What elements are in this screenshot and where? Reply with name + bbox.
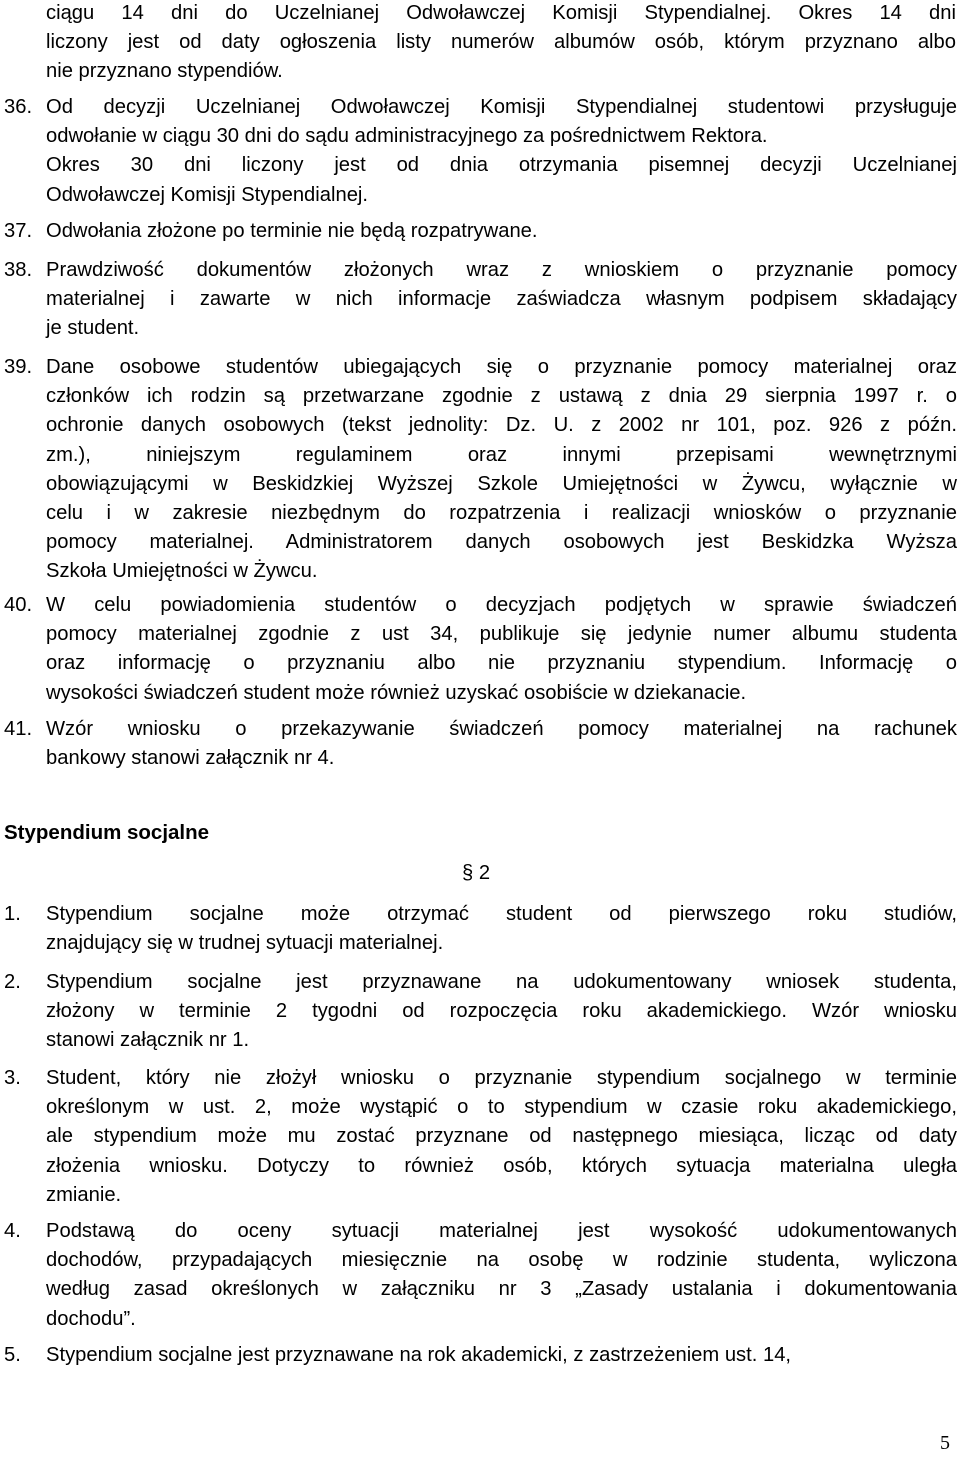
section-paragraph-5	[46, 1341, 957, 1370]
item-number: 41.	[4, 718, 33, 740]
text-line: ale stypendium może mu zostać przyznane od następnego miesiąca, licząc od daty	[46, 1125, 957, 1148]
item-number: 36.	[4, 96, 33, 118]
text-line: złożony w terminie 2 tygodni od rozpoczęcia roku akademickiego. Wzór wniosku	[46, 1000, 957, 1023]
section-heading: Stypendium socjalne	[4, 821, 210, 844]
section-item-number: 1.	[4, 903, 21, 925]
paragraph-41	[46, 715, 957, 773]
paragraph-38	[46, 256, 957, 344]
text-line: Stypendium socjalne może otrzymać student od pierwszego roku studiów,	[46, 903, 957, 925]
text-line: Szkoła Umiejętności w Żywcu.	[46, 560, 318, 583]
text-line: liczony jest od daty ogłoszenia listy numerów albumów osób, którym przyznano albo	[46, 31, 956, 54]
text-line: celu i w zakresie niezbędnym do rozpatrzenia i realizacji wniosków o przyznanie	[46, 502, 957, 525]
text-line: Wzór wniosku o przekazywanie świadczeń pomocy materialnej na rachunek	[46, 718, 957, 740]
text-line: ciągu 14 dni do Uczelnianej Odwoławczej Komisji Stypendialnej. Okres 14 dni	[46, 2, 956, 24]
text-line: je student.	[46, 317, 140, 340]
text-line: bankowy stanowi załącznik nr 4.	[46, 747, 335, 770]
text-line: dochodów, przypadających miesięcznie na osobę w rodzinie studenta, wyliczona	[46, 1249, 957, 1272]
text-line: Stypendium socjalne jest przyznawane na rok akademicki, z zastrzeżeniem ust. 14,	[46, 1344, 792, 1366]
section-item-number: 2.	[4, 971, 21, 993]
paragraph-36	[46, 93, 957, 210]
text-line: Odwołania złożone po terminie nie będą rozpatrywane.	[46, 220, 538, 242]
paragraph-continuation	[46, 0, 956, 87]
text-line: znajdujący się w trudnej sytuacji materialnej.	[46, 932, 444, 955]
text-line: Prawdziwość dokumentów złożonych wraz z wnioskiem o przyznanie pomocy	[46, 259, 957, 281]
page-number: 5	[940, 1432, 950, 1454]
text-line: zmianie.	[46, 1183, 122, 1206]
text-line: złożenia wniosku. Dotyczy to również osób, których sytuacja materialna uległa	[46, 1154, 957, 1177]
text-line: dochodu”.	[46, 1307, 136, 1330]
item-number: 39.	[4, 356, 33, 378]
text-line: Dane osobowe studentów ubiegających się o przyznanie pomocy materialnej oraz	[46, 356, 957, 378]
text-line: ochronie danych osobowych (tekst jednolity: Dz. U. z 2002 nr 101, poz. 926 z późn.	[46, 414, 957, 437]
text-line: materialnej i zawarte w nich informacje zaświadcza własnym podpisem składający	[46, 288, 957, 311]
text-line: stanowi załącznik nr 1.	[46, 1029, 250, 1052]
paragraph-39	[46, 353, 957, 587]
text-line: Okres 30 dni liczony jest od dnia otrzymania pisemnej decyzji Uczelnianej	[46, 154, 957, 177]
text-line: oraz informację o przyznaniu albo nie przyznaniu stypendium. Informację o	[46, 652, 957, 675]
text-line: członków ich rodzin są przetwarzane zgodnie z ustawą z dnia 29 sierpnia 1997 r. o	[46, 385, 957, 408]
text-line: określonym w ust. 2, może wystąpić o to stypendium w czasie roku akademickiego,	[46, 1096, 957, 1119]
text-line: wysokości świadczeń student może również uzyskać osobiście w dziekanacie.	[46, 681, 747, 704]
text-line: Od decyzji Uczelnianej Odwoławczej Komisji Stypendialnej studentowi przysługuje	[46, 96, 957, 118]
text-line: Student, który nie złożył wniosku o przyznanie stypendium socjalnego w terminie	[46, 1067, 957, 1089]
section-item-number: 4.	[4, 1220, 21, 1242]
text-line: pomocy materialnej zgodnie z ust 34, publikuje się jedynie numer albumu studenta	[46, 623, 957, 646]
item-number: 38.	[4, 259, 33, 281]
item-number: 40.	[4, 594, 33, 616]
section-paragraph-3	[46, 1064, 957, 1210]
text-line: według zasad określonych w załączniku nr 3 „Zasady ustalania i dokumentowania	[46, 1278, 957, 1301]
section-item-number: 3.	[4, 1067, 21, 1089]
text-line: Podstawą do oceny sytuacji materialnej jest wysokość udokumentowanych	[46, 1220, 957, 1242]
item-number: 37.	[4, 220, 33, 242]
text-line: nie przyznano stypendiów.	[46, 60, 283, 83]
paragraph-40	[46, 591, 957, 708]
text-line: odwołanie w ciągu 30 dni do sądu administracyjnego za pośrednictwem Rektora.	[46, 125, 768, 148]
text-line: W celu powiadomienia studentów o decyzjach podjętych w sprawie świadczeń	[46, 594, 957, 616]
text-line: Odwoławczej Komisji Stypendialnej.	[46, 183, 369, 206]
section-item-number: 5.	[4, 1344, 21, 1366]
paragraph-37	[46, 217, 957, 246]
section-paragraph-4	[46, 1217, 957, 1334]
section-mark: § 2	[462, 862, 491, 884]
section-paragraph-2	[46, 968, 957, 1056]
text-line: obowiązującymi w Beskidzkiej Wyższej Szkole Umiejętności w Żywcu, wyłącznie w	[46, 472, 957, 495]
text-line: Stypendium socjalne jest przyznawane na udokumentowany wniosek studenta,	[46, 971, 957, 993]
text-line: zm.), niniejszym regulaminem oraz innymi przepisami wewnętrznymi	[46, 443, 957, 466]
section-paragraph-1	[46, 900, 957, 958]
text-line: pomocy materialnej. Administratorem danych osobowych jest Beskidzka Wyższa	[46, 531, 957, 554]
